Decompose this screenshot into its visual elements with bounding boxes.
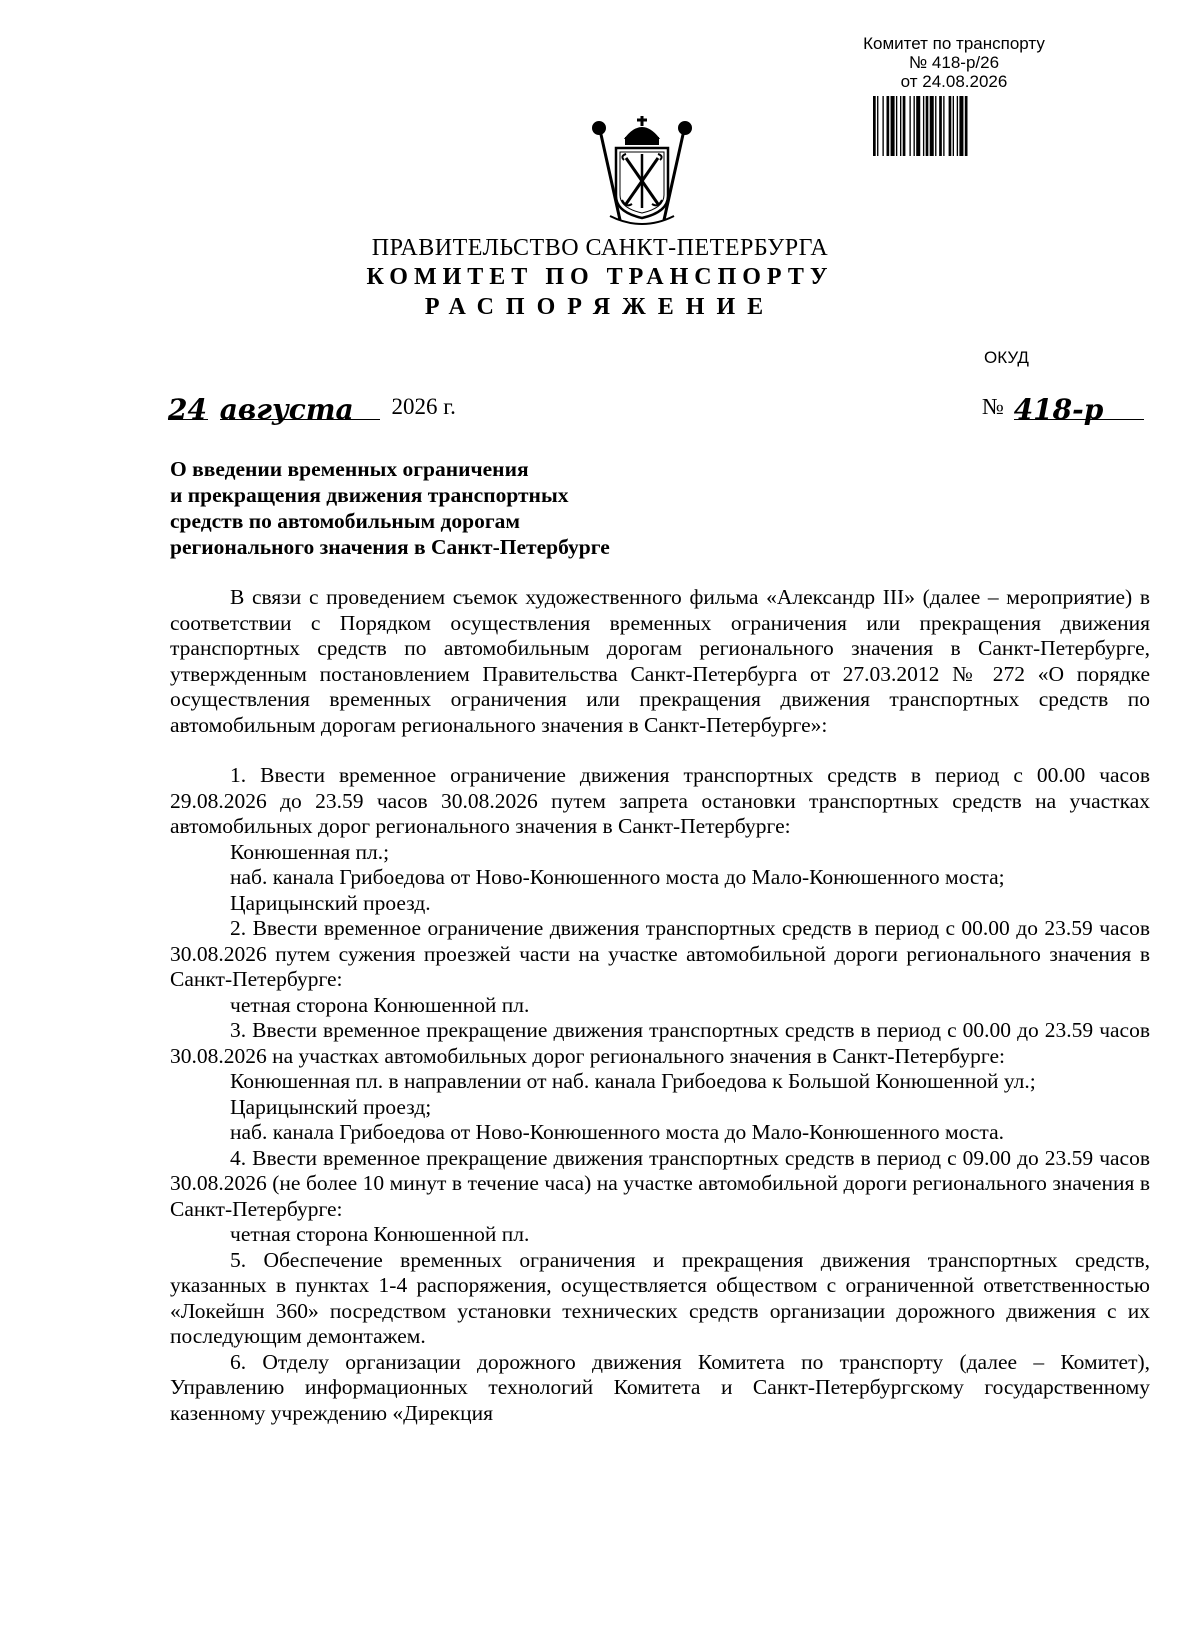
okud-label: ОКУД <box>984 348 1029 367</box>
location-line: четная сторона Конюшенной пл. <box>230 992 530 1017</box>
government-name: ПРАВИТЕЛЬСТВО САНКТ-ПЕТЕРБУРГА <box>371 235 829 261</box>
committee-name: КОМИТЕТ ПО ТРАНСПОРТУ <box>366 264 834 290</box>
document-body <box>170 585 1150 1426</box>
location-line: наб. канала Грибоедова от Ново-Конюшенного моста до Мало-Конюшенного моста. <box>230 1120 1005 1144</box>
item-paragraph: 5. Обеспечение временных ограничения и прекращения движения транспортных средств, указанных в пунктах 1-4 распоряжения, осуществляется обществом с ограниченной ответственностью «Локейшн 360» посредством установки технических средств организации дорожного движения с их последующим демонтажем. <box>170 1247 1150 1348</box>
location-line: Царицынский проезд; <box>230 1094 432 1119</box>
location-line: наб. канала Грибоедова от Ново-Конюшенного моста до Мало-Конюшенного моста; <box>230 865 1005 889</box>
item-paragraph: 2. Ввести временное ограничение движения транспортных средств в период с 00.00 до 23.59 часов 30.08.2026 путем сужения проезжей части на участке автомобильной дороги регионального значения в Санкт-Петербурге: <box>170 916 1150 991</box>
subject-line: регионального значения в Санкт-Петербурге <box>170 535 610 559</box>
coat-of-arms-icon <box>580 112 704 232</box>
item-paragraph: 4. Ввести временное прекращение движения транспортных средств в период с 09.00 до 23.59 часов 30.08.2026 (не более 10 минут в течение часа) на участке автомобильной дороги регионального значения в Санкт-Петербурге: <box>170 1145 1150 1221</box>
location-line: Царицынский проезд. <box>230 890 431 915</box>
date-day: 24 <box>168 393 207 426</box>
subject-line: средств по автомобильным дорогам <box>170 509 521 533</box>
date-year: 2026 г. <box>391 394 456 419</box>
stamp-line-2: № 418-р/26 <box>908 53 1000 72</box>
document-type: РАСПОРЯЖЕНИЕ <box>424 294 776 320</box>
document-date <box>168 393 456 429</box>
preamble-paragraph: В связи с проведением съемок художественного фильма «Александр III» (далее – мероприятие) в соответствии с Порядком осуществления временных ограничения или прекращения движения транспортных средств по автомобильным дорогам регионального значения в Санкт-Петербурге, утвержденным постановлением Правительства Санкт-Петербурга от 27.03.2012 № 272 «О порядке осуществления временных ограничения или прекращения движения транспортных средств по автомобильным дорогам регионального значения в Санкт-Петербурге»: <box>170 585 1150 737</box>
location-line: Конюшенная пл. в направлении от наб. канала Грибоедова к Большой Конюшенной ул.; <box>230 1069 1036 1093</box>
subject-line: О введении временных ограничения <box>170 457 529 481</box>
location-line: четная сторона Конюшенной пл. <box>230 1222 530 1246</box>
date-month: августа <box>219 393 354 426</box>
item-paragraph: 3. Ввести временное прекращение движения транспортных средств в период с 00.00 до 23.59 часов 30.08.2026 на участках автомобильных дорог регионального значения в Санкт-Петербурге: <box>170 1018 1150 1068</box>
stamp-line-1: Комитет по транспорту <box>863 34 1045 53</box>
subject-line: и прекращения движения транспортных <box>170 483 569 507</box>
barcode-icon <box>873 96 1049 156</box>
location-line: Конюшенная пл.; <box>230 839 390 864</box>
item-paragraph: 6. Отделу организации дорожного движения Комитета по транспорту (далее – Комитет), Управлению информационных технологий Комитета и Санкт-Петербургскому государственному казенному учреждению «Дирекция <box>170 1349 1150 1425</box>
document-header <box>0 234 1200 322</box>
stamp-line-3: от 24.08.2026 <box>900 72 1008 91</box>
number-label: № <box>982 394 1004 419</box>
item-paragraph: 1. Ввести временное ограничение движения транспортных средств в период с 00.00 часов 29.08.2026 до 23.59 часов 30.08.2026 путем запрета остановки транспортных средств на участках автомобильных дорог регионального значения в Санкт-Петербурге: <box>170 763 1150 838</box>
document-subject <box>170 456 730 560</box>
registration-stamp <box>836 34 1072 91</box>
number-value: 418-р <box>1013 393 1104 426</box>
document-number <box>982 393 1144 429</box>
